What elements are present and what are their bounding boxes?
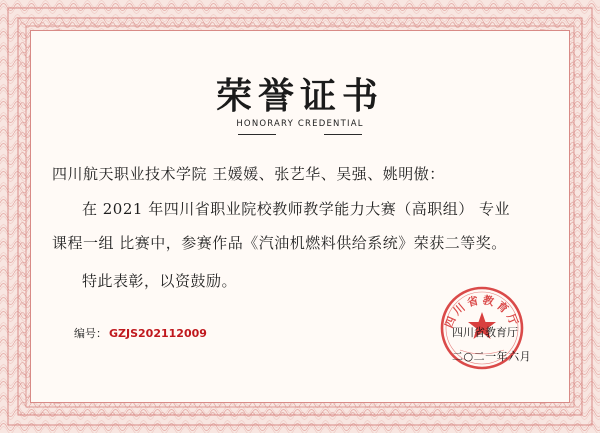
issue-date: 二○二一年六月	[452, 350, 532, 363]
subtitle-divider-right	[324, 134, 362, 135]
issuer-name: 四川省教育厅	[452, 326, 518, 339]
body-line-2: 课程一组 比赛中，参赛作品《汽油机燃料供给系统》荣获二等奖。	[52, 234, 507, 252]
certificate-number-label: 编号：	[74, 327, 107, 340]
body-line-1: 在 2021 年四川省职业院校教师教学能力大赛（高职组） 专业	[82, 200, 510, 218]
certificate-number	[74, 325, 207, 341]
certificate-subtitle: HONORARY CREDENTIAL	[236, 119, 364, 129]
certificate-number-value: GZJS202112009	[109, 327, 207, 340]
subtitle-divider-left	[238, 134, 276, 135]
recipient-line: 四川航天职业技术学院 王媛媛、张艺华、吴强、姚明傲：	[52, 165, 445, 183]
svg-text:四川省教育厅: 四川省教育厅	[442, 293, 522, 330]
certificate-title: 荣誉证书	[215, 76, 384, 117]
commendation-line: 特此表彰，以资鼓励。	[82, 272, 238, 290]
